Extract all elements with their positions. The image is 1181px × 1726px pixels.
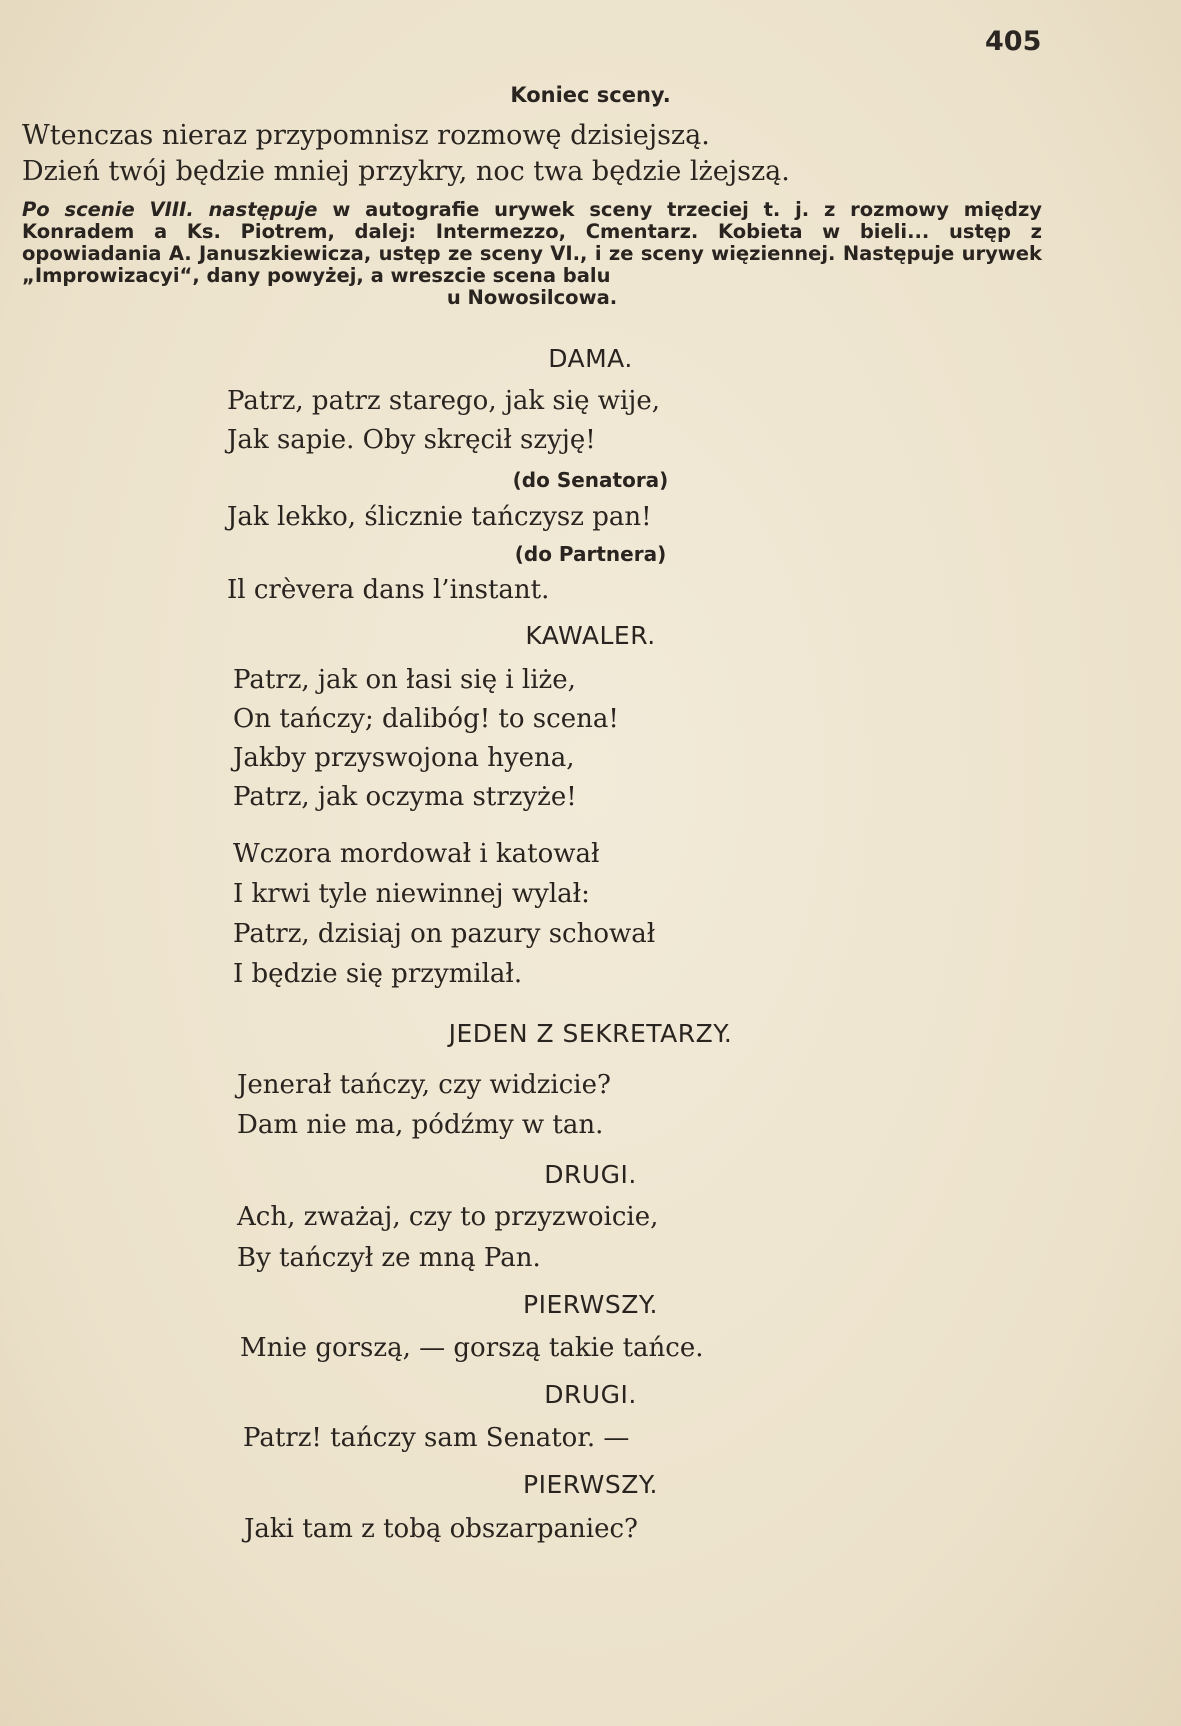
scene-end-label: Koniec sceny. <box>510 83 671 107</box>
verse-line: Mnie gorszą, — gorszą takie tańce. <box>240 1333 704 1363</box>
verse-line: Jaki tam z tobą obszarpaniec? <box>244 1514 638 1544</box>
verse-line: Dam nie ma, pódźmy w tan. <box>237 1110 604 1140</box>
verse-line: Patrz, jak oczyma strzyże! <box>233 782 577 812</box>
note-last-line: u Nowosilcowa. <box>446 286 618 309</box>
verse-line: Patrz, patrz starego, jak się wije, <box>227 386 661 416</box>
speaker-dama: DAMA. <box>548 344 633 373</box>
verse-line: I krwi tyle niewinnej wylał: <box>233 879 590 909</box>
verse-line: Jak lekko, ślicznie tańczysz pan! <box>227 502 652 532</box>
verse-line: Jenerał tańczy, czy widzicie? <box>237 1070 611 1100</box>
speaker-drugi: DRUGI. <box>544 1160 637 1189</box>
verse-line: Il crèvera dans l’instant. <box>227 575 550 605</box>
speaker-jeden-z-sekretarzy: JEDEN Z SEKRETARZY. <box>448 1019 733 1048</box>
editorial-note <box>22 199 1042 309</box>
note-italic-lead: Po scenie VIII. następuje <box>22 198 318 221</box>
verse-line: On tańczy; dalibóg! to scena! <box>233 704 619 734</box>
stage-direction: (do Partnera) <box>514 542 667 566</box>
verse-line: Wczora mordował i katował <box>233 839 600 869</box>
verse-line: Patrz! tańczy sam Senator. — <box>243 1423 630 1453</box>
speaker-kawaler: KAWALER. <box>525 621 656 650</box>
verse-line: Patrz, jak on łasi się i liże, <box>233 665 576 695</box>
speaker-drugi: DRUGI. <box>544 1380 637 1409</box>
stage-direction: (do Senatora) <box>512 468 669 492</box>
prose-line-1: Wtenczas nieraz przypomnisz rozmowę dzisiejszą. <box>22 120 710 151</box>
prose-line-2: Dzień twój będzie mniej przykry, noc twa będzie lżejszą. <box>22 156 790 187</box>
speaker-pierwszy: PIERWSZY. <box>523 1470 658 1499</box>
verse-line: I będzie się przymilał. <box>233 959 523 989</box>
verse-line: Jak sapie. Oby skręcił szyję! <box>227 425 596 455</box>
note-body: w autografie urywek sceny trzeciej t. j. z rozmowy między Konradem a Ks. Piotrem, dalej: Intermezzo, Cmentarz. Kobieta w bieli... ustęp z opowiadania A. Januszkiewicza, ustęp ze sceny VI., i ze sceny więziennej. Następuje urywek „Improwizacyi“, dany powyżej, a wreszcie scena balu <box>22 198 1043 287</box>
verse-line: Ach, zważaj, czy to przyzwoicie, <box>237 1202 659 1232</box>
verse-line: By tańczył ze mną Pan. <box>237 1243 541 1273</box>
verse-line: Patrz, dzisiaj on pazury schował <box>233 919 656 949</box>
speaker-pierwszy: PIERWSZY. <box>523 1290 658 1319</box>
verse-line: Jakby przyswojona hyena, <box>233 743 575 773</box>
page-number: 405 <box>985 26 1042 57</box>
